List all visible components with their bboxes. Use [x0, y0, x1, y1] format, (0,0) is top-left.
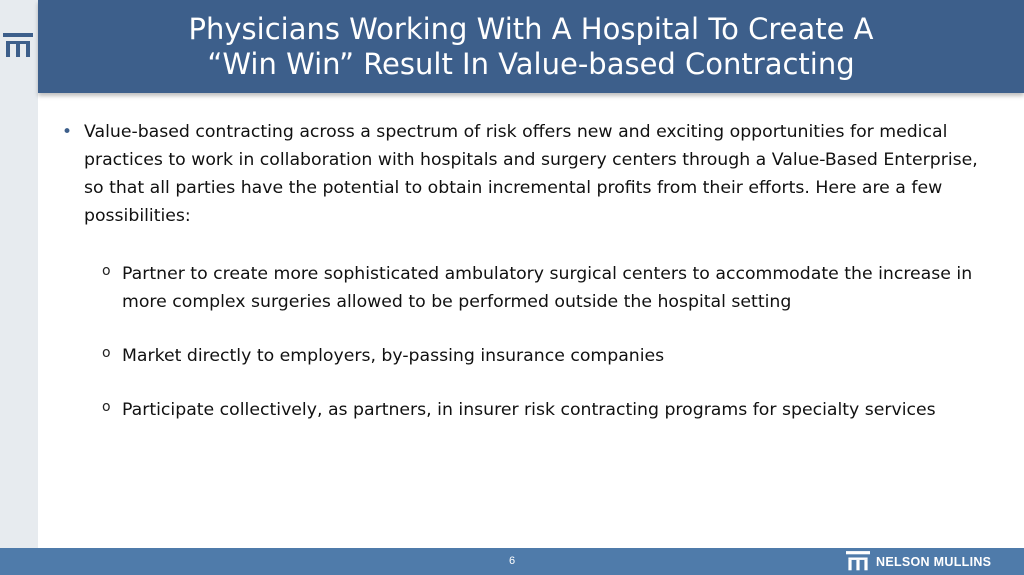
main-bullet-text: Value-based contracting across a spectrum of risk offers new and exciting opportunities for medical practices to work in collaboration with hospitals and surgery centers through a Value-Based Enterprise, so that all parties have the potential to obtain incremental profits from their efforts. Here are a few possibilities:: [84, 122, 978, 226]
bullet-dot-icon: •: [62, 122, 73, 142]
slide-title-line-2: “Win Win” Result In Value-based Contracting: [207, 46, 855, 81]
footer-logo: [846, 550, 991, 573]
logo-mark-icon: [3, 33, 33, 59]
sub-bullet-circle-icon: o: [102, 399, 111, 415]
sub-bullet-item: [102, 260, 992, 316]
sub-bullet-text: Participate collectively, as partners, in insurer risk contracting programs for specialty services: [122, 400, 936, 420]
sub-bullet-text: Partner to create more sophisticated ambulatory surgical centers to accommodate the increase in more complex surgeries allowed to be performed outside the hospital setting: [122, 264, 973, 312]
sub-bullet-text: Market directly to employers, by-passing insurance companies: [122, 346, 665, 366]
page-number: 6: [508, 555, 516, 567]
footer-logo-text: NELSON MULLINS: [876, 554, 992, 569]
main-bullet: [62, 118, 992, 230]
left-sidebar-strip: [0, 0, 38, 548]
sub-bullet-item: [102, 342, 992, 370]
slide-title-line-1: Physicians Working With A Hospital To Create A: [188, 11, 874, 46]
slide-content: [62, 118, 992, 450]
sub-bullet-item: [102, 396, 992, 424]
sub-bullet-circle-icon: o: [102, 345, 111, 361]
logo-mark-icon: [846, 551, 870, 572]
sub-bullet-circle-icon: o: [102, 263, 111, 279]
sub-bullet-list: [62, 260, 992, 424]
footer-bar: [0, 548, 1024, 575]
title-bar: [38, 0, 1024, 93]
